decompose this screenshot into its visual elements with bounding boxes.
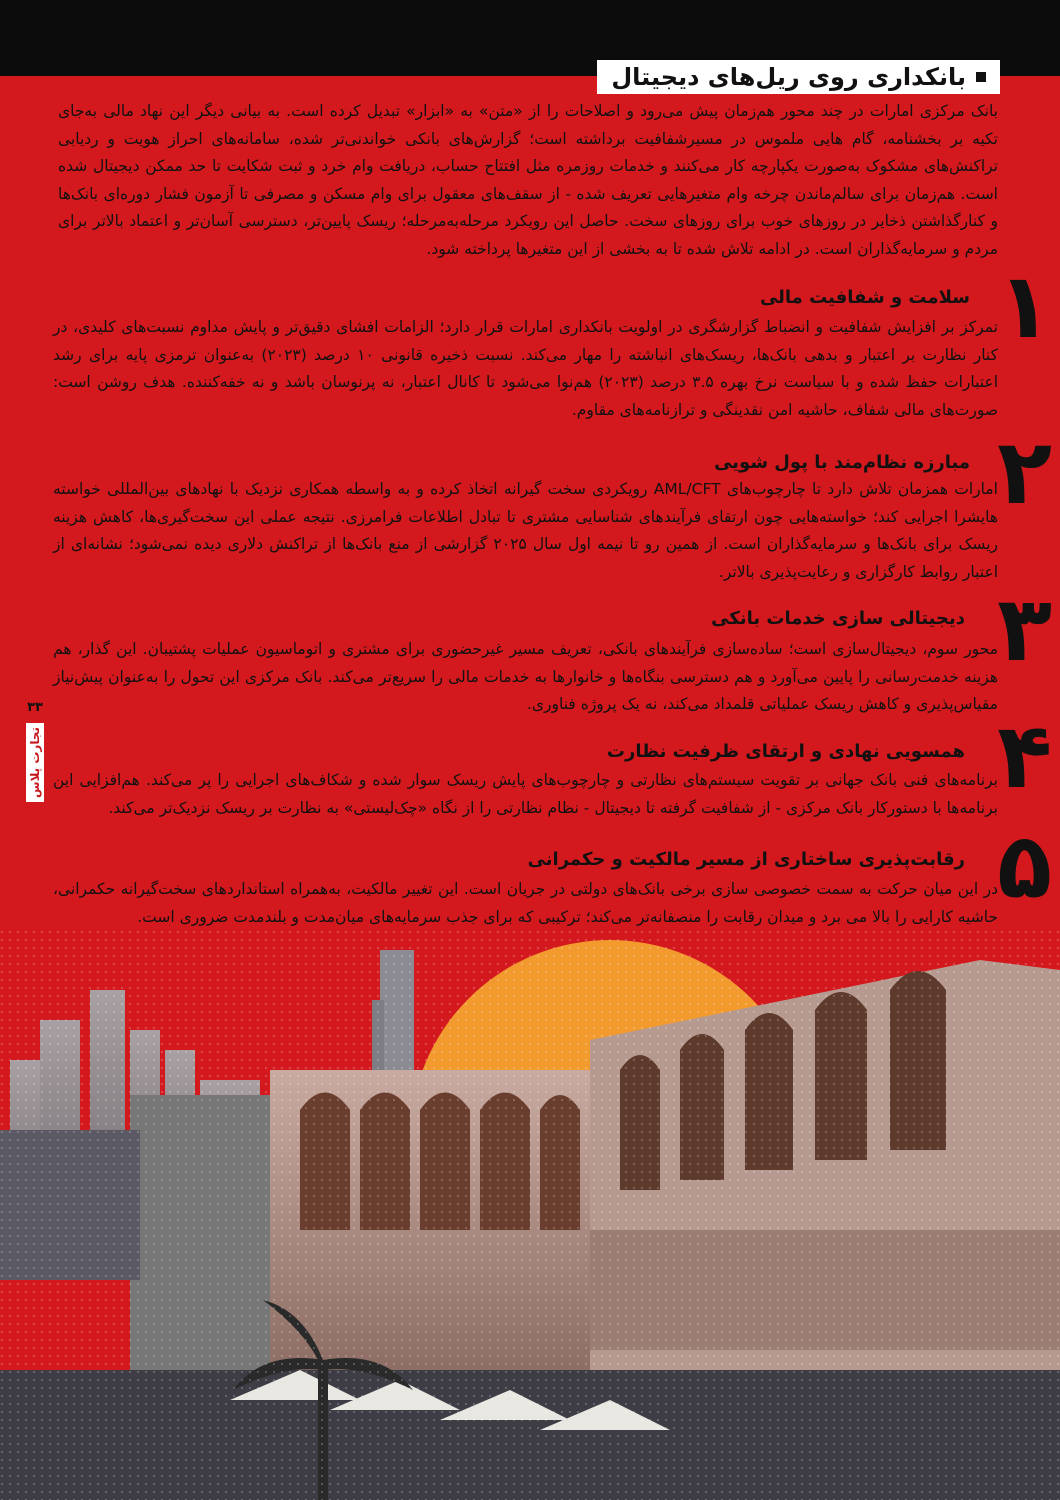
section-body-5: در این میان حرکت به سمت خصوصی سازی برخی بانک‌های دولتی در جریان است. این تغییر مالکیت، به‌همراه استانداردهای سخت‌گیرانه حکمرانی، حاشیه کارایی را بالا می برد و میدان رقابت را منصفانه‌تر می‌کند؛ ترکیبی که برای جذب سرمایه‌های میان‌مدت و بلندمدت ضروری است. [53,880,998,926]
central-bank-building-photo [0,930,1060,1500]
page-number: ۳۳ [27,700,43,715]
section-title-4: همسویی نهادی و ارتقای ظرفیت نظارت [606,741,965,762]
section-title-5: رقابت‌پذیری ساختاری از مسیر مالکیت و حکمرانی [527,849,965,870]
side-meta [18,700,52,802]
section-number-1: ۱ [997,254,1052,359]
page-title: بانکداری روی ریل‌های دیجیتال [611,63,966,91]
section-title-2: مبارزه نظام‌مند با پول شویی [714,452,970,473]
section-number-2: ۲ [997,420,1052,525]
section-title-3: دیجیتالی سازی خدمات بانکی [711,608,965,629]
magazine-logo: تجارت پلاس [26,723,44,802]
section-title-1: سلامت و شفافیت مالی [759,287,970,308]
section-body-4: برنامه‌های فنی بانک جهانی بر تقویت سیستم‌های نظارتی و چارچوب‌های پایش ریسک سوار شده و شکاف‌های اجرایی را پر می‌کند. هم‌افزایی این برنامه‌ها با دستورکار بانک مرکزی - از شفافیت گرفته تا دیجیتال - نظام نظارتی را از نگاه «چک‌لیستی» به نظارت بر ریسک نزدیک‌تر می‌کند. [53,771,998,817]
intro-paragraph: بانک مرکزی امارات در چند محور هم‌زمان پیش می‌رود و اصلاحات را از «متن» به «ابزار» تبدیل کرده است. به بیانی دیگر این نهاد مالی به‌جای تکیه بر بخشنامه، گام هایی ملموس در مسیرشفافیت برداشته است؛ گزارش‌های بانکی خواندنی‌تر شده، سامانه‌های احراز هویت و ردیابی تراکنش‌های مشکوک به‌صورت یکپارچه کار می‌کنند و خدمات روزمره مثل افتتاح حساب، دریافت وام خرد و ثبت شکایت تا حد ممکن دیجیتال شده است. هم‌زمان برای سالم‌ماندن چرخه وام متغیرهایی تعریف شده - از سقف‌های معقول برای وام مسکن و مصرفی تا آزمون فشار دوره‌ای بانک‌ها و کنارگذاشتن ذخایر در روزهای خوب برای روزهای سخت. حاصل این رویکرد مرحله‌به‌مرحله؛ ریسک پایین‌تر، دسترسی آسان‌تر و اعتماد بالاتر برای مردم و سرمایه‌گذاران است. در ادامه تلاش شده تا به بخشی از این متغیرها پرداخته شود. [58,102,998,258]
square-bullet-icon [976,72,986,82]
section-body-2: امارات همزمان تلاش دارد تا چارچوب‌های AML/CFT رویکردی سخت گیرانه اتخاذ کرده و به واسطه همکاری نزدیک با نهادهای بین‌المللی خواسته هایشرا اجرایی کند؛ خواسته‌هایی چون ارتقای فرآیندهای شناسایی مشتری تا تبادل اطلاعات فرامرزی. نتیجه عملی این سخت‌گیری‌ها، کاهش هزینه ریسک برای بانک‌ها و سرمایه‌گذاران است. از همین رو تا نیمه اول سال ۲۰۲۵ گزارشی از منع بانک‌ها از تراکنش دلاری دیده نمی‌شود؛ نشانه‌ای از اعتبار روابط کارگزاری و رعایت‌پذیری بالاتر. [53,480,998,581]
section-number-4: ۴ [997,704,1052,809]
title-box [597,60,1000,94]
section-number-3: ۳ [997,577,1052,682]
section-number-5: ۵ [997,814,1052,919]
section-body-3: محور سوم، دیجیتال‌سازی است؛ ساده‌سازی فرآیندهای بانکی، تعریف مسیر غیرحضوری برای مشتری و اتوماسیون عملیات پشتیبان. این گذار، هم هزینه خدمت‌رسانی را پایین می‌آورد و هم دسترسی بنگاه‌ها و خانوارها به خدمات مالی را سریع‌تر می‌کند. بانک مرکزی این تحول را به‌عنوان پیش‌نیاز مقیاس‌پذیری و کاهش ریسک عملیاتی قلمداد می‌کند، نه یک پروژه فناوری. [53,640,998,713]
section-body-1: تمرکز بر افزایش شفافیت و انضباط گزارشگری در اولویت بانکداری امارات قرار دارد؛ الزامات افشای دقیق‌تر و پایش مداوم نسبت‌های کلیدی، در کنار نظارت بر اعتبار و بدهی بانک‌ها، ریسک‌های انباشته را مهار می‌کند. نسبت ذخیره قانونی ۱۰ درصد (۲۰۲۳) به‌عنوان ترمزی پایه برای رشد اعتبارات حفظ شده و با سیاست نرخ بهره ۳.۵ درصد (۲۰۲۳) هم‌نوا می‌شود تا کانال اعتبار، نه پرنوسان باشد و نه خفه‌کننده. هدف روشن است: صورت‌های مالی شفاف، حاشیه امن نقدینگی و ترازنامه‌های مقاوم. [53,318,999,419]
